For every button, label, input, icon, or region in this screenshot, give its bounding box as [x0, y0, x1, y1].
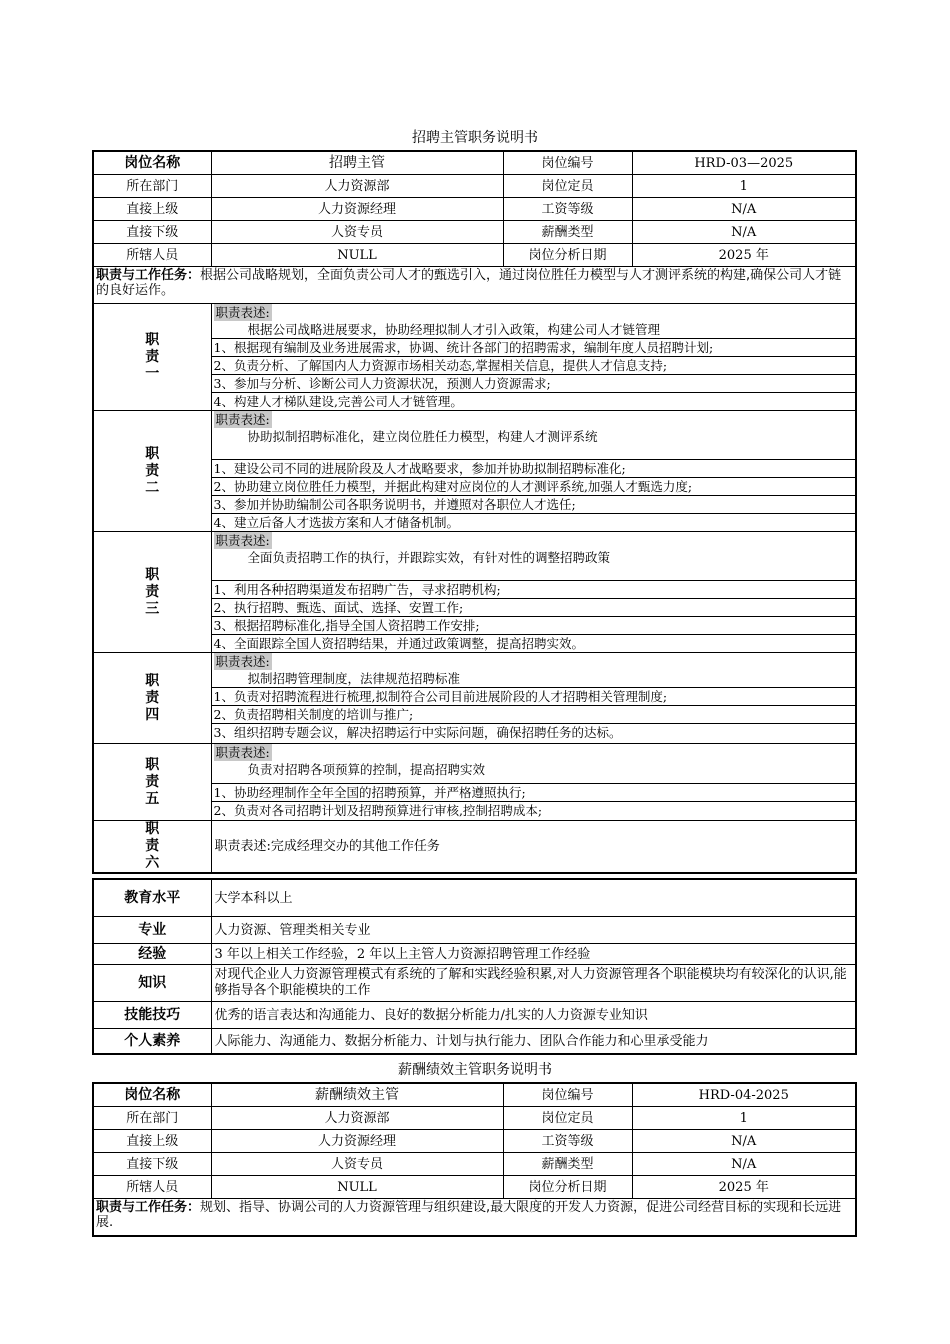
- duty-item: 4、构建人才梯队建设,完善公司人才链管理。: [213, 394, 463, 409]
- duty-summary-label: 职责表述:: [215, 412, 270, 427]
- info-label: 所辖人员: [93, 1176, 211, 1199]
- duty-row: [93, 744, 856, 821]
- req-row: [93, 879, 856, 917]
- info-value: 招聘主管: [211, 151, 503, 175]
- info-label: 岗位编号: [503, 151, 632, 175]
- info-label: 直接上级: [93, 1130, 211, 1153]
- duty-summary-label: 职责表述:: [215, 305, 270, 320]
- duty-item: 4、全面跟踪全国人资招聘结果，并通过政策调整，提高招聘实效。: [213, 636, 584, 651]
- info-value: HRD-03—2025: [632, 151, 856, 175]
- info-label: 岗位名称: [93, 151, 211, 175]
- req-label: 技能技巧: [93, 1002, 211, 1029]
- doc1-info-table: [92, 150, 857, 874]
- req-value: 优秀的语言表达和沟通能力、良好的数据分析能力/扎实的人力资源专业知识: [211, 1002, 856, 1029]
- info-value: 人资专员: [211, 221, 503, 244]
- info-value: N/A: [632, 198, 856, 221]
- req-value: 3 年以上相关工作经验，2 年以上主管人力资源招聘管理工作经验: [211, 944, 856, 965]
- info-label: 岗位分析日期: [503, 1176, 632, 1199]
- info-label: 工资等级: [503, 1130, 632, 1153]
- req-value: 人力资源、管理类相关专业: [211, 917, 856, 944]
- info-row: [93, 198, 856, 221]
- duty-summary: 全面负责招聘工作的执行，并跟踪实效，有针对性的调整招聘政策: [212, 549, 856, 581]
- duty-label: [93, 304, 211, 411]
- duty-body: [211, 304, 856, 411]
- doc1-title: 招聘主管职务说明书: [412, 130, 538, 146]
- duty-label-text: 职 责 二: [145, 445, 160, 496]
- info-label: 直接下级: [93, 221, 211, 244]
- info-label: 薪酬类型: [503, 221, 632, 244]
- task-text: 规划、指导、协调公司的人力资源管理与组织建设,最大限度的开发人力资源，促进公司经营目标的实现和长远进展.: [96, 1200, 842, 1230]
- duty-body: [211, 744, 856, 821]
- info-label: 岗位名称: [93, 1083, 211, 1107]
- info-row: [93, 1083, 856, 1107]
- task-label: 职责与工作任务：: [96, 1200, 201, 1215]
- task-row: [93, 1199, 856, 1237]
- duty-item: 3、参加并协助编制公司各职务说明书，并遵照对各职位人才选任;: [212, 496, 856, 514]
- task-cell: [93, 1199, 856, 1237]
- duty-summary-label: 职责表述:: [215, 654, 270, 669]
- info-value: 人力资源部: [211, 175, 503, 198]
- info-value: 人力资源经理: [211, 1130, 503, 1153]
- info-row: [93, 1130, 856, 1153]
- duty-row: [93, 532, 856, 653]
- req-row: [93, 944, 856, 965]
- req-label: 教育水平: [93, 879, 211, 917]
- info-row: [93, 244, 856, 267]
- duty-label-text: 职 责 五: [145, 756, 160, 807]
- duty-body: 职责表述:完成经理交办的其他工作任务: [211, 821, 856, 874]
- info-label: 岗位定员: [503, 1107, 632, 1130]
- duty-item: 1、协助经理制作全年全国的招聘预算，并严格遵照执行;: [212, 784, 856, 802]
- info-row: [93, 221, 856, 244]
- duty-row: [93, 653, 856, 744]
- info-label: 直接上级: [93, 198, 211, 221]
- info-label: 所辖人员: [93, 244, 211, 267]
- info-value: N/A: [632, 1130, 856, 1153]
- duty-label-text: 职 责 一: [145, 331, 160, 382]
- doc1-requirements-table: [92, 878, 857, 1055]
- info-row: [93, 175, 856, 198]
- info-value: HRD-04-2025: [632, 1083, 856, 1107]
- info-label: 岗位分析日期: [503, 244, 632, 267]
- doc2-title: 薪酬绩效主管职务说明书: [398, 1062, 552, 1078]
- duty-label-text: 职 责 三: [145, 566, 160, 617]
- duty-item: 2、负责招聘相关制度的培训与推广;: [212, 706, 856, 724]
- duty-label-text: 职 责 六: [145, 821, 160, 871]
- duty-body: [211, 532, 856, 653]
- duty-item: 1、建设公司不同的进展阶段及人才战略要求，参加并协助拟制招聘标准化;: [212, 460, 856, 478]
- info-row: [93, 1153, 856, 1176]
- info-label: 直接下级: [93, 1153, 211, 1176]
- duty-item: 2、协助建立岗位胜任力模型，并据此构建对应岗位的人才测评系统,加强人才甄选力度;: [212, 478, 856, 496]
- info-value: 2025 年: [632, 244, 856, 267]
- duty-item: 4、建立后备人才选拔方案和人才储备机制。: [213, 515, 459, 530]
- info-value: 薪酬绩效主管: [211, 1083, 503, 1107]
- info-value: 人资专员: [211, 1153, 503, 1176]
- info-value: NULL: [211, 244, 503, 267]
- task-cell: [93, 267, 856, 304]
- duty-summary-label: 职责表述:: [215, 533, 270, 548]
- info-label: 岗位编号: [503, 1083, 632, 1107]
- duty-label-text: 职 责 四: [145, 672, 160, 723]
- req-row: [93, 1029, 856, 1055]
- duty-label: [93, 744, 211, 821]
- req-label: 个人素养: [93, 1029, 211, 1055]
- duty-summary-label: 职责表述:: [215, 745, 270, 760]
- req-label: 专业: [93, 917, 211, 944]
- duty-summary: 负责对招聘各项预算的控制，提高招聘实效: [212, 761, 856, 784]
- info-row: [93, 1176, 856, 1199]
- duty-item: 1、负责对招聘流程进行梳理,拟制符合公司目前进展阶段的人才招聘相关管理制度;: [212, 688, 856, 706]
- duty-body: [211, 653, 856, 744]
- duty-item: 2、负责分析、了解国内人力资源市场相关动态,掌握相关信息，提供人才信息支持;: [212, 357, 856, 375]
- task-label: 职责与工作任务：: [96, 268, 201, 283]
- duty-summary: 协助拟制招聘标准化，建立岗位胜任力模型，构建人才测评系统: [212, 428, 856, 460]
- duty-item: 2、执行招聘、甄选、面试、选择、安置工作;: [212, 599, 856, 617]
- req-value: 对现代企业人力资源管理模式有系统的了解和实践经验积累,对人力资源管理各个职能模块均有较深化的认识,能够指导各个职能模块的工作: [211, 965, 856, 1002]
- info-label: 所在部门: [93, 1107, 211, 1130]
- req-row: [93, 917, 856, 944]
- duty-row: [93, 411, 856, 532]
- req-row: [93, 1002, 856, 1029]
- info-value: 1: [632, 1107, 856, 1130]
- req-value: 人际能力、沟通能力、数据分析能力、计划与执行能力、团队合作能力和心里承受能力: [211, 1029, 856, 1055]
- duty-item: 3、组织招聘专题会议，解决招聘运行中实际问题，确保招聘任务的达标。: [213, 725, 622, 740]
- duty-label: [93, 821, 211, 874]
- duty-item: 2、负责对各司招聘计划及招聘预算进行审核,控制招聘成本;: [213, 803, 543, 818]
- duty-label: [93, 532, 211, 653]
- duty-item: 3、根据招聘标准化,指导全国人资招聘工作安排;: [212, 617, 856, 635]
- info-value: 1: [632, 175, 856, 198]
- duty-summary: 拟制招聘管理制度，法律规范招聘标准: [212, 670, 856, 688]
- req-label: 知识: [93, 965, 211, 1002]
- duty-label: [93, 411, 211, 532]
- duty-row: [93, 304, 856, 411]
- task-text: 根据公司战略规划，全面负责公司人才的甄选引入，通过岗位胜任力模型与人才测评系统的构建,确保公司人才链的良好运作。: [96, 268, 842, 298]
- info-label: 工资等级: [503, 198, 632, 221]
- info-row: [93, 151, 856, 175]
- info-value: 人力资源经理: [211, 198, 503, 221]
- doc2-info-table: [92, 1082, 857, 1237]
- info-row: [93, 1107, 856, 1130]
- duty-item: 3、参加与分析、诊断公司人力资源状况，预测人力资源需求;: [212, 375, 856, 393]
- info-value: 2025 年: [632, 1176, 856, 1199]
- duty-item: 1、利用各种招聘渠道发布招聘广告，寻求招聘机构;: [212, 581, 856, 599]
- duty-body: [211, 411, 856, 532]
- info-label: 岗位定员: [503, 175, 632, 198]
- req-label: 经验: [93, 944, 211, 965]
- duty-label: [93, 653, 211, 744]
- info-label: 所在部门: [93, 175, 211, 198]
- duty-item: 1、根据现有编制及业务进展需求，协调、统计各部门的招聘需求，编制年度人员招聘计划;: [212, 339, 856, 357]
- duty-summary: 根据公司战略进展要求，协助经理拟制人才引入政策，构建公司人才链管理: [212, 321, 856, 339]
- info-value: 人力资源部: [211, 1107, 503, 1130]
- info-value: NULL: [211, 1176, 503, 1199]
- task-row: [93, 267, 856, 304]
- req-value: 大学本科以上: [211, 879, 856, 917]
- duty-row: [93, 821, 856, 874]
- req-row: [93, 965, 856, 1002]
- info-value: N/A: [632, 1153, 856, 1176]
- info-value: N/A: [632, 221, 856, 244]
- info-label: 薪酬类型: [503, 1153, 632, 1176]
